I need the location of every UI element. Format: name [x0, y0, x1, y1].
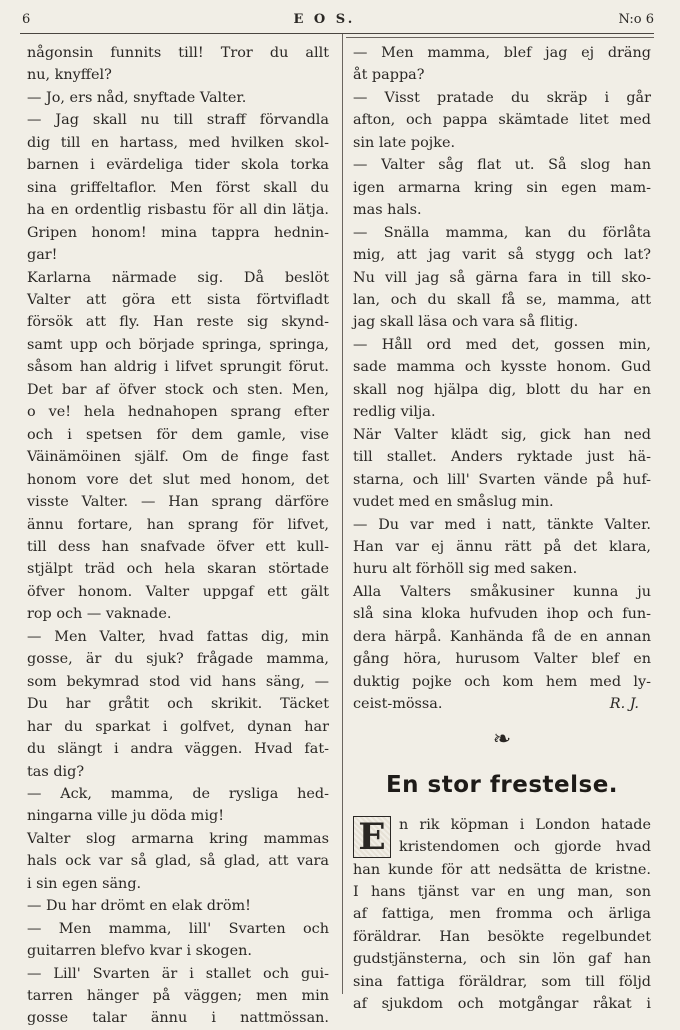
article-line: sina fattiga föräldrar, som till följd [353, 973, 651, 990]
article-opening [353, 814, 651, 859]
text-line: ningarna ville ju döda mig! [27, 808, 225, 825]
journal-title: E O S. [293, 11, 356, 27]
text-line: och i spetsen för dem gamle, vise [27, 426, 329, 443]
article-line: gudstjänsterna, och sin lön gaf han [353, 951, 651, 968]
text-line: skall nog hjälpa dig, blott du har en [353, 381, 651, 398]
story-ending [353, 693, 651, 715]
text-line: stjälpt träd och hela skaran störtade [27, 561, 329, 578]
text-line: Nu vill jag så gärna fara in till sko- [353, 269, 651, 286]
header-rule [20, 33, 654, 34]
story-last-line: ceist-mössa. [353, 696, 443, 713]
text-line: Alla Valters småkusiner kunna ju [353, 583, 651, 600]
article-line: han kunde för att nedsätta de kristne. [353, 861, 651, 878]
text-line: igen armarna kring sin egen mam- [353, 179, 651, 196]
text-line: åt pappa? [353, 67, 425, 84]
text-line: slå sina kloka hufvuden ihop och fun- [353, 606, 651, 623]
text-line: ännu fortare, han sprang för lifvet, [27, 516, 329, 533]
column-divider [342, 34, 343, 994]
text-line: rop och — vaknade. [27, 606, 172, 623]
text-line: huru alt förhöll sig med saken. [353, 561, 578, 578]
text-line: — Snälla mamma, kan du förlåta [353, 224, 651, 241]
text-line: i sin egen säng. [27, 875, 142, 892]
text-line: någonsin funnits till! Tror du allt [27, 45, 329, 61]
text-line: tarren hänger på väggen; men min [27, 988, 329, 1005]
text-line: — Men mamma, blef jag ej dräng [353, 45, 651, 61]
text-line: nu, knyffel? [27, 67, 112, 84]
text-line: sina griffeltaflor. Men först skall du [27, 179, 329, 196]
text-line: Valter att göra ett sista förtvifladt [27, 291, 329, 308]
text-line: Det bar af öfver stock och sten. Men, [27, 381, 329, 398]
text-line: dig till en hartass, med hvilken skol- [27, 134, 329, 151]
article-title: En stor frestelse. [385, 771, 619, 798]
text-line: Karlarna närmade sig. Då beslöt [27, 269, 329, 286]
text-line: ha en ordentlig risbastu för all din lätja. [27, 202, 329, 219]
text-line: gång höra, hurusom Valter blef en [353, 651, 651, 668]
issue-number: N:o 6 [618, 11, 654, 27]
text-line: mig, att jag varit så stygg och lat? [353, 247, 651, 264]
text-line: sade mamma och kysste honom. Gud [353, 359, 651, 376]
text-line: dera härpå. Kanhända få de en annan [353, 628, 651, 645]
page-number: 6 [22, 11, 31, 27]
text-line: lan, och du skall få se, mamma, att [353, 291, 651, 308]
text-line: redlig vilja. [353, 404, 436, 421]
page-header [22, 8, 654, 30]
text-line: barnen i evärdeliga tider skola torka [27, 157, 329, 174]
article-line: af sjukdom och motgångar råkat i [353, 996, 651, 1013]
text-line: — Ack, mamma, de rysliga hed- [27, 785, 329, 802]
text-line: — Du har drömt en elak dröm! [27, 898, 251, 915]
dropcap-lines [353, 814, 651, 859]
article-line: af fattiga, men fromma och ärliga [353, 906, 651, 923]
text-line: vudet med en småslug min. [353, 494, 554, 511]
text-line: — Du var med i natt, tänkte Valter. [353, 516, 651, 533]
text-line: — Men mamma, lill' Svarten och [27, 920, 329, 937]
text-line: — Men Valter, hvad fattas dig, min [27, 628, 329, 645]
text-line: gosse talar ännu i nattmössan. [27, 1010, 329, 1027]
text-line: till dess han snafvade öfver ett kull- [27, 538, 329, 555]
text-line: — Valter såg flat ut. Så slog han [353, 157, 651, 174]
text-line: har du sparkat i golfvet, dynan har [27, 718, 329, 735]
text-line: tas dig? [27, 763, 85, 780]
text-line: afton, och pappa skämtade litet med [353, 112, 651, 129]
text-line: som bekymrad stod vid hans säng, — [27, 673, 329, 690]
header-rule-secondary [346, 37, 654, 38]
text-line: öfver honom. Valter uppgaf ett gält [27, 583, 329, 600]
text-line: Gripen honom! mina tappra hednin- [27, 224, 329, 241]
text-line: honom vore det slut med honom, det [27, 471, 329, 488]
article-body [353, 859, 651, 1016]
text-line: — Jo, ers nåd, snyftade Valter. [27, 89, 247, 106]
text-line: visste Valter. — Han sprang därföre [27, 494, 329, 511]
article-line: n rik köpman i London hatade [399, 816, 651, 833]
article-line: föräldrar. Han besökte regelbundet [353, 928, 651, 945]
author-signature: R. J. [609, 696, 639, 713]
text-line: — Visst pratade du skräp i går [353, 89, 651, 106]
article-line: kristendomen och gjorde hvad [399, 839, 651, 856]
left-column [27, 42, 329, 1030]
text-line: Valter slog armarna kring mammas [27, 830, 329, 847]
text-line: gar! [27, 247, 58, 264]
text-line: sin late pojke. [353, 134, 456, 151]
text-line: Han var ej ännu rätt på det klara, [353, 538, 651, 555]
text-line: guitarren blefvo kvar i skogen. [27, 943, 252, 960]
text-line: du slängt i andra väggen. Hvad fat- [27, 741, 329, 758]
text-line: till stallet. Anders ryktade just hä- [353, 449, 651, 466]
ornament-icon: ❧ [492, 726, 512, 752]
text-line: Väinämöinen själf. Om de finge fast [27, 449, 329, 466]
text-line: När Valter klädt sig, gick han ned [353, 426, 651, 443]
text-line: Du har gråtit och skrikit. Täcket [27, 696, 329, 713]
text-line: samt upp och började springa, springa, [27, 336, 329, 353]
text-line: hals ock var så glad, så glad, att vara [27, 853, 329, 870]
text-line: mas hals. [353, 202, 422, 219]
text-line: o ve! hela hednahopen sprang efter [27, 404, 329, 421]
right-column [353, 42, 651, 1016]
text-line: — Jag skall nu till straff förvandla [27, 112, 329, 129]
text-line: — Lill' Svarten är i stallet och gui- [27, 965, 329, 982]
story-continuation [353, 42, 651, 693]
article-line: I hans tjänst var en ung man, son [353, 883, 651, 900]
text-line: försök att fly. Han reste sig skynd- [27, 314, 329, 331]
text-line: starna, och lill' Svarten vände på huf- [353, 471, 651, 488]
text-line: jag skall läsa och vara så flitig. [353, 314, 579, 331]
dropcap-letter: E [353, 816, 391, 858]
text-line: såsom han aldrig i lifvet sprungit förut. [27, 359, 329, 376]
text-line: — Håll ord med det, gossen min, [353, 336, 651, 353]
text-line: gosse, är du sjuk? frågade mamma, [27, 651, 329, 668]
text-line: duktig pojke och kom hem med ly- [353, 673, 651, 690]
